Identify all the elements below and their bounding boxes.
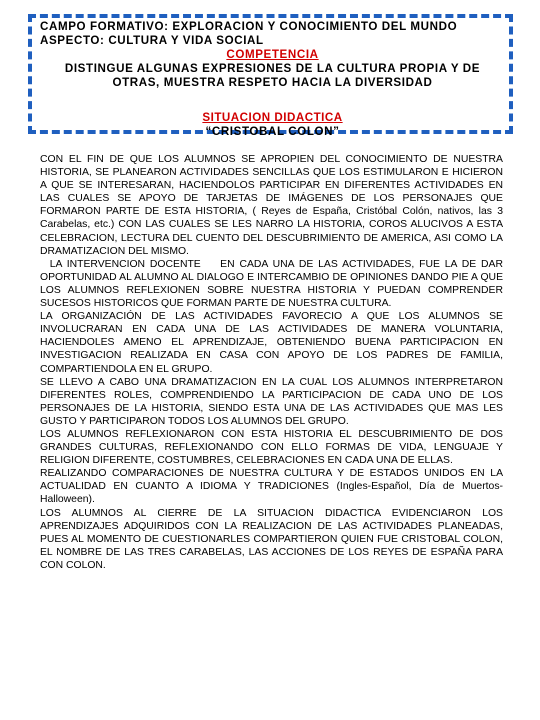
situacion-block — [40, 111, 505, 139]
paragraph-5: LOS ALUMNOS REFLEXIONARON CON ESTA HISTORIA EL DESCUBRIMIENTO DE DOS GRANDES CULTURAS, REFLEXIONANDO CON ELLO FORMAS DE VIDA, LENGUAJE Y RELIGION DIFERENTE, COSTUMBRES, CELEBRACIONES EN CADA UNA DE ELLAS. — [40, 428, 503, 467]
paragraph-1: CON EL FIN DE QUE LOS ALUMNOS SE APROPIEN DEL CONOCIMIENTO DE NUESTRA HISTORIA, SE PLANEARON ACTIVIDADES SENCILLAS QUE LOS ESTIMULARON E HICIERON A QUE SE INTERESARAN, HACIENDOLOS PARTICIPAR EN DIFERENTES ACTIVIDADES EN LAS CUALES SE APOYO DE TARJETAS DE IMÁGENES DE LOS PERSONAJES QUE FORMARON PARTE DE ESTA HISTORIA, ( Reyes de España, Cristóbal Colón, nativos, las 3 Carabelas, etc.) CON LAS CUALES SE LES NARRO LA HISTORIA, COROS ALUCIVOS A ESTA CELEBRACION, LECTURA DEL CUENTO DEL DESCUBRIMIENTO DE AMERICA, ASI COMO LA DRAMATIZACION DEL MISMO. — [40, 154, 503, 257]
header-block — [40, 20, 505, 90]
paragraph-3: LA ORGANIZACIÓN DE LAS ACTIVIDADES FAVORECIO A QUE LOS ALUMNOS SE INVOLUCRARAN EN CADA UNA DE LAS ACTIVIDADES DE MANERA VOLUNTARIA, HACIENDOLES AMENO EL APRENDIZAJE, OBTENIENDO BUENA PARTICIPACION EN INVESTIGACION REALIZADA EN CASA CON APOYO DE LOS PADRES DE FAMILIA, COMPARTIENDOLA EN EL GRUPO. — [40, 311, 503, 375]
aspecto-line: ASPECTO: CULTURA Y VIDA SOCIAL — [40, 34, 264, 47]
competencia-text-2: OTRAS, MUESTRA RESPETO HACIA LA DIVERSIDAD — [112, 76, 433, 89]
situacion-label: SITUACION DIDACTICA — [202, 111, 343, 124]
paragraph-6: REALIZANDO COMPARACIONES DE NUESTRA CULTURA Y DE ESTADOS UNIDOS EN LA ACTUALIDAD EN CUANTO A IDIOMA Y TRADICIONES (Ingles-Español, Día de Muertos-Halloween). — [40, 468, 503, 506]
paragraph-2: LA INTERVENCION DOCENTE EN CADA UNA DE LAS ACTIVIDADES, FUE LA DE DAR OPORTUNIDAD AL ALUMNO AL DIALOGO E INTERCAMBIO DE OPINIONES DANDO PIE A QUE LOS ALUMNOS REFLEXIONEN SOBRE NUESTRA HISTORIA Y PUEDAN COMPRENDER SUCESOS HISTORICOS QUE FORMAN PARTE DE NUESTRA CULTURA. — [40, 258, 506, 310]
paragraph-7: LOS ALUMNOS AL CIERRE DE LA SITUACION DIDACTICA EVIDENCIARON LOS APRENDIZAJES ADQUIRIDOS CON LA REALIZACION DE LAS ACTIVIDADES PLANEADAS, PUES AL MOMENTO DE CUESTIONARLES COMPARTIERON QUIEN FUE CRISTOBAL COLON, EL NOMBRE DE LAS TRES CARABELAS, LAS ACCIONES DE LOS REYES DE ESPAÑA PARA CON COLON. — [40, 507, 503, 571]
document-body — [40, 153, 506, 572]
competencia-label: COMPETENCIA — [226, 48, 319, 61]
campo-formativo-line: CAMPO FORMATIVO: EXPLORACION Y CONOCIMIENTO DEL MUNDO — [40, 20, 458, 33]
paragraph-4: SE LLEVO A CABO UNA DRAMATIZACION EN LA CUAL LOS ALUMNOS INTERPRETARON DIFERENTES ROLES, COMPRENDIENDO LA PARTICIPACION DE CADA UNO DE LOS PERSONAJES DE LA HISTORIA, SIENDO ESTA UNA DE LAS ACTIVIDADES QUE MAS LES GUSTO Y PARTICIPARON TODOS LOS ALUMNOS DEL GRUPO. — [40, 376, 503, 427]
competencia-text-1: DISTINGUE ALGUNAS EXPRESIONES DE LA CULTURA PROPIA Y DE — [64, 62, 481, 75]
situacion-title: “CRISTOBAL COLON” — [205, 125, 340, 138]
